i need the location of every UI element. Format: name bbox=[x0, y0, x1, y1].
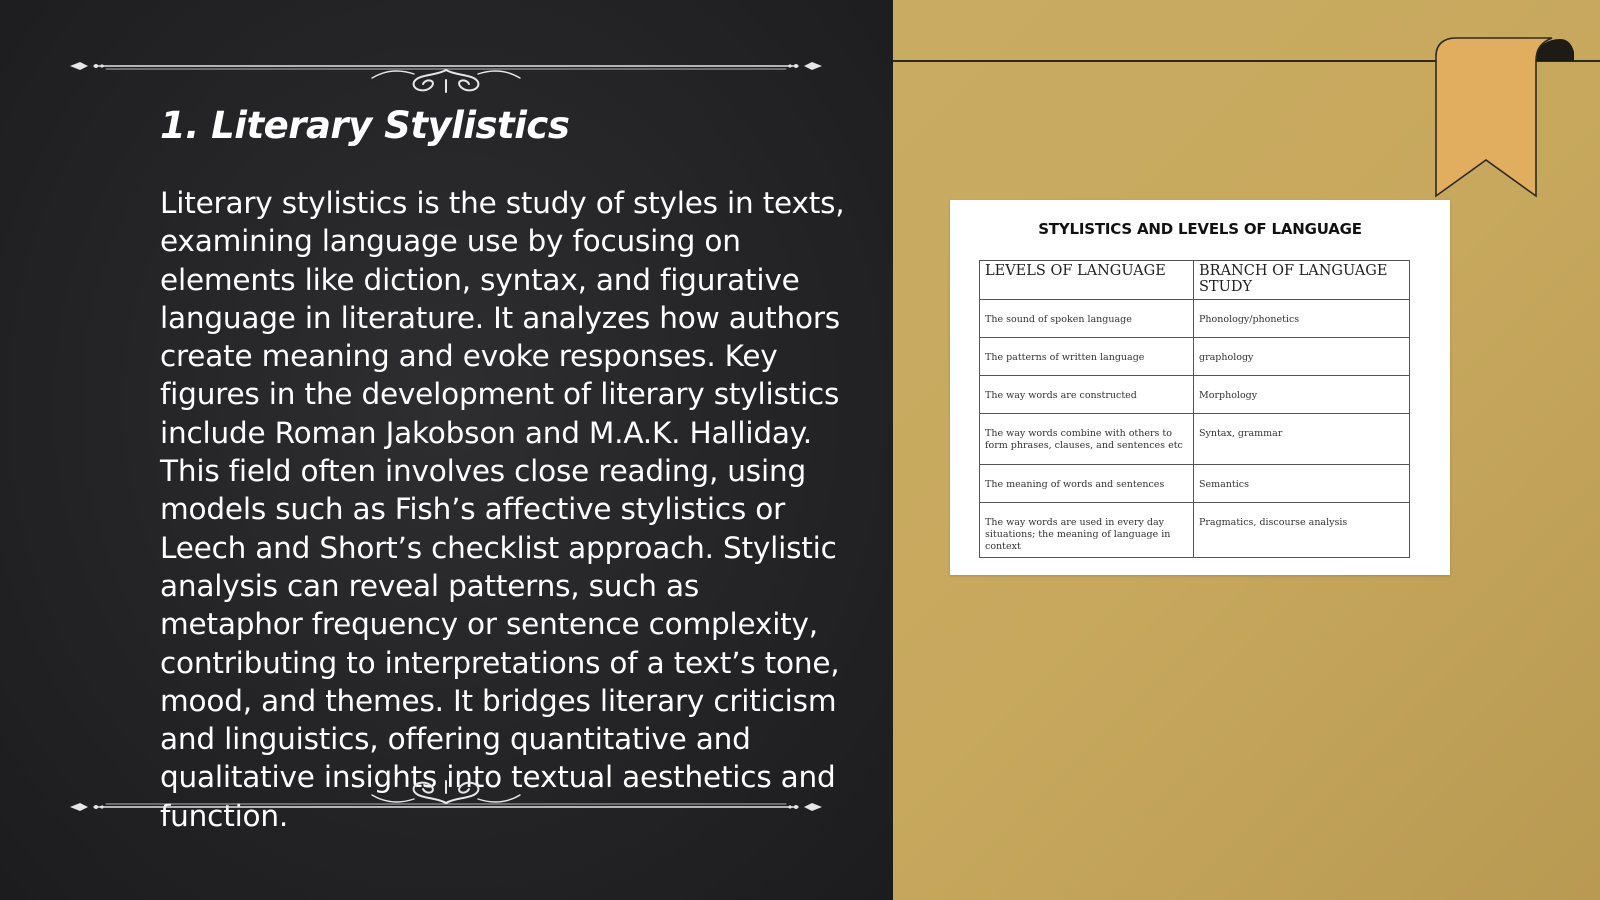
table-cell: The way words are used in every day situations; the meaning of language in context bbox=[980, 503, 1194, 558]
ornamental-divider-icon bbox=[66, 775, 826, 825]
language-levels-table bbox=[979, 260, 1410, 558]
table-cell: Syntax, grammar bbox=[1194, 414, 1410, 465]
table-cell: The patterns of written language bbox=[980, 338, 1194, 376]
table-cell: graphology bbox=[1194, 338, 1410, 376]
table-row bbox=[980, 414, 1410, 465]
bookmark-ribbon-icon bbox=[1434, 36, 1574, 200]
table-cell: The way words are constructed bbox=[980, 376, 1194, 414]
table-cell: Pragmatics, discourse analysis bbox=[1194, 503, 1410, 558]
slide-title: 1. Literary Stylistics bbox=[160, 104, 570, 147]
table-cell: Semantics bbox=[1194, 465, 1410, 503]
table-row bbox=[980, 376, 1410, 414]
column-header: BRANCH OF LANGUAGE STUDY bbox=[1194, 261, 1410, 300]
language-levels-figure bbox=[950, 200, 1450, 575]
slide-body-text: Literary stylistics is the study of styles in texts, examining language use by focusing on elements like diction, syntax, and figurative language in literature. It analyzes how authors create meaning and evoke responses. Key figures in the development of literary stylistics include Roman Jakobson and M.A.K. Halliday. This field often involves close reading, using models such as Fish’s affective stylistics or Leech and Short’s checklist approach. Stylistic analysis can reveal patterns, such as metaphor frequency or sentence complexity, contributing to interpretations of a text’s tone, mood, and themes. It bridges literary criticism and linguistics, offering quantitative and qualitative insights into textual aesthetics and function. bbox=[160, 186, 845, 833]
figure-title: STYLISTICS AND LEVELS OF LANGUAGE bbox=[1038, 220, 1362, 238]
table-header-row bbox=[980, 261, 1410, 300]
table-row bbox=[980, 465, 1410, 503]
table-row bbox=[980, 338, 1410, 376]
table-cell: The sound of spoken language bbox=[980, 300, 1194, 338]
column-header: LEVELS OF LANGUAGE bbox=[980, 261, 1194, 300]
ornamental-divider-icon bbox=[66, 50, 826, 100]
table-cell: Phonology/phonetics bbox=[1194, 300, 1410, 338]
table-cell: Morphology bbox=[1194, 376, 1410, 414]
table-cell: The way words combine with others to form phrases, clauses, and sentences etc bbox=[980, 414, 1194, 465]
table-row bbox=[980, 503, 1410, 558]
table-row bbox=[980, 300, 1410, 338]
table-cell: The meaning of words and sentences bbox=[980, 465, 1194, 503]
